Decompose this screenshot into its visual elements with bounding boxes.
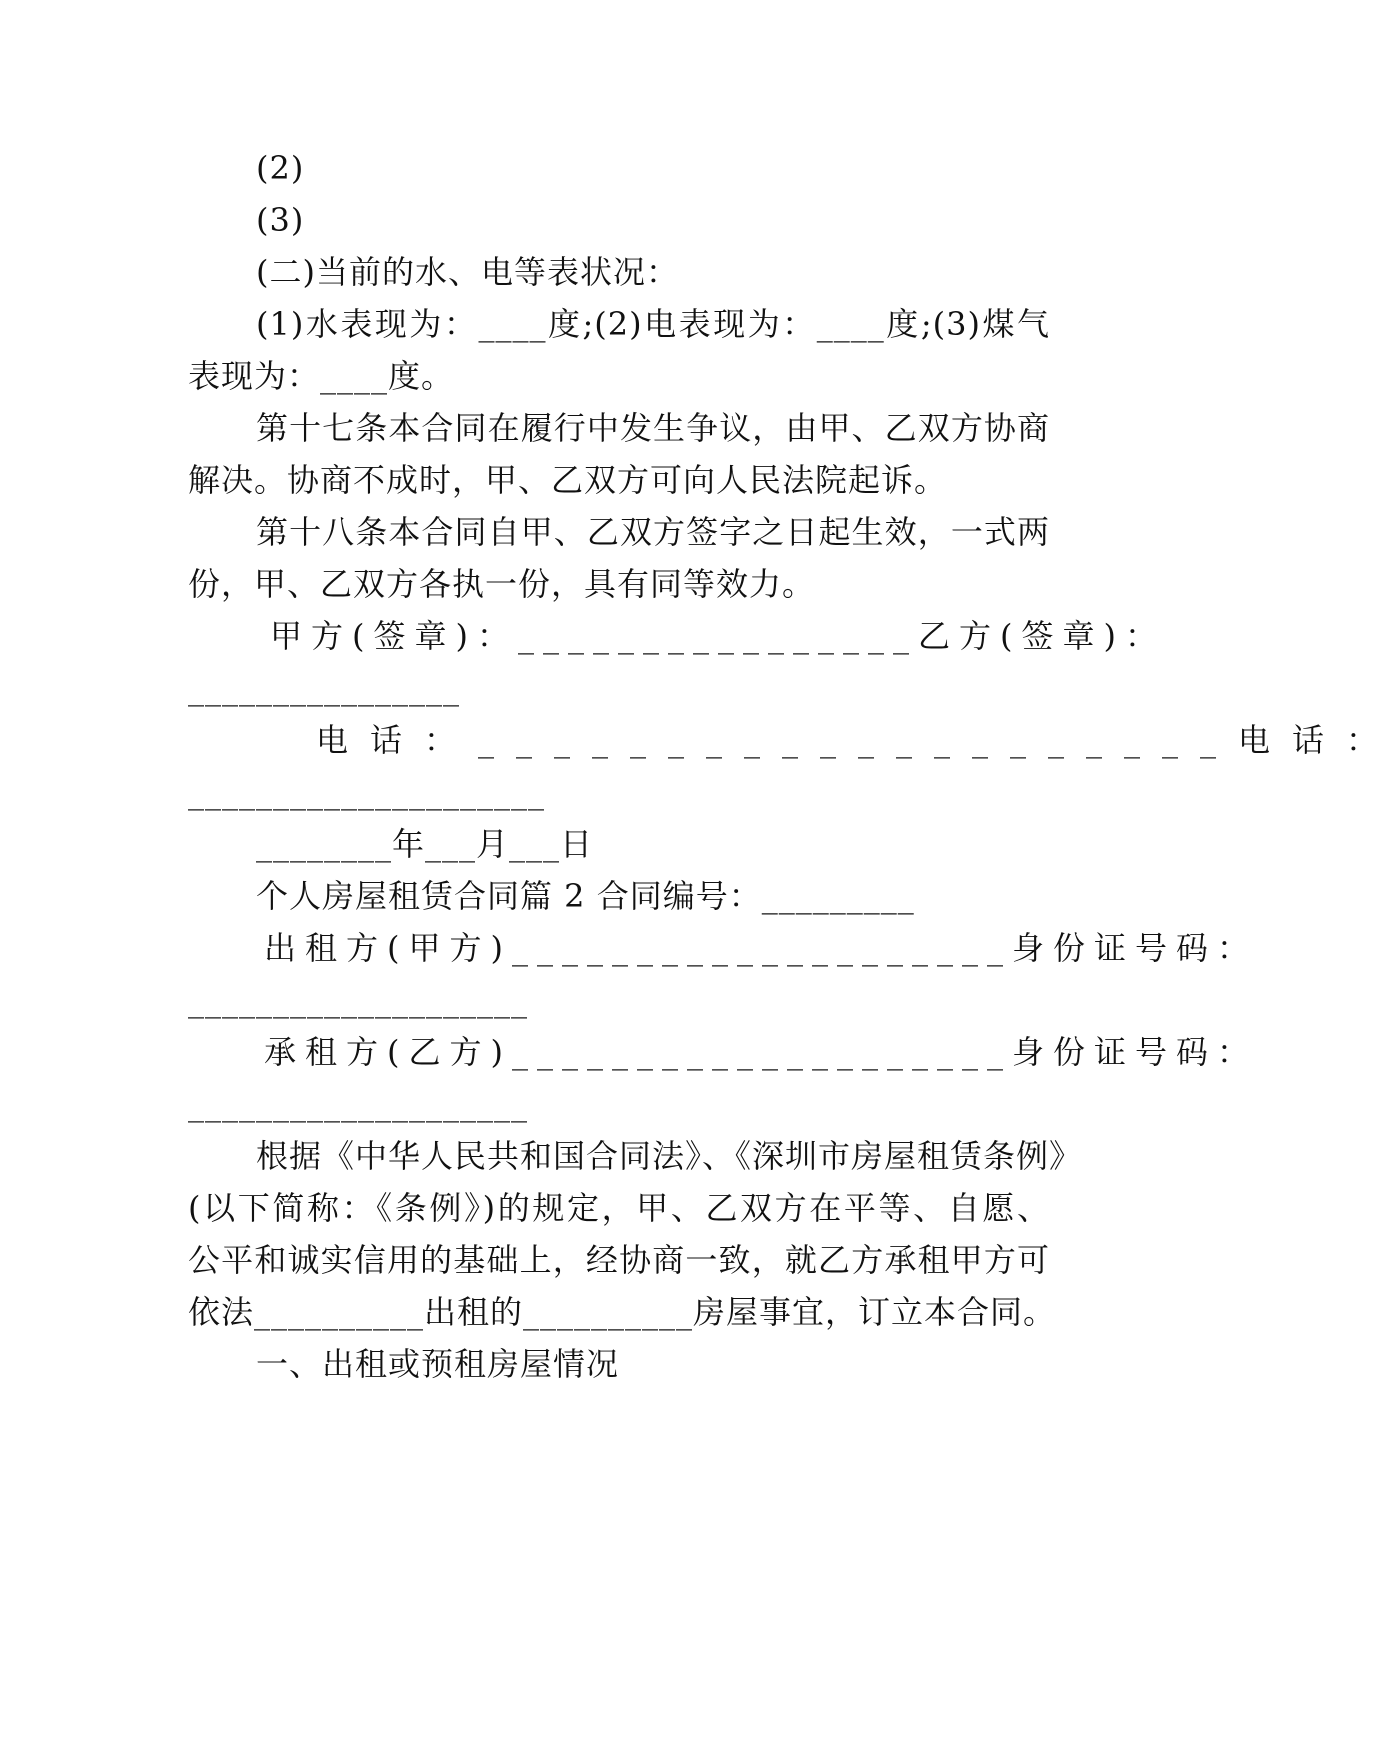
date-line: ________年___月___日 [256, 825, 594, 863]
article-17: 第十七条本合同在履行中发生争议，由甲、乙双方协商 [256, 409, 1050, 447]
article-18: 第十八条本合同自甲、乙双方签字之日起生效，一式两 [256, 513, 1050, 551]
contract-2-title: 个人房屋租赁合同篇 2 合同编号：_________ [256, 877, 915, 915]
phone-line: 电话：____________________电话： [316, 721, 1400, 759]
meter-status-heading: (二)当前的水、电等表状况： [256, 253, 679, 291]
lessor-line: 出租方(甲方)____________________身份证号码： [264, 929, 1258, 967]
lessee-line: 承租方(乙方)____________________身份证号码： [264, 1033, 1258, 1071]
article-18-cont: 份，甲、乙双方各执一份，具有同等效力。 [188, 565, 816, 603]
preamble-line-1: 根据《中华人民共和国合同法》、《深圳市房屋租赁条例》 [256, 1137, 1083, 1175]
lessor-line-cont: ____________________ [188, 981, 528, 1019]
section-1-heading: 一、出租或预租房屋情况 [256, 1345, 620, 1383]
item-2: (2) [256, 149, 305, 187]
signature-line: 甲方(签章)：________________乙方(签章)： [270, 617, 1166, 655]
article-17-cont: 解决。协商不成时，甲、乙双方可向人民法院起诉。 [188, 461, 948, 499]
preamble-line-2: (以下简称：《条例》)的规定，甲、乙双方在平等、自愿、 [188, 1189, 1050, 1227]
signature-line-cont: ________________ [188, 669, 460, 707]
meter-readings-line-cont: 表现为：____度。 [188, 357, 455, 395]
lessee-line-cont: ____________________ [188, 1085, 528, 1123]
phone-line-cont: _____________________ [188, 773, 545, 811]
preamble-line-4: 依法__________出租的__________房屋事宜，订立本合同。 [188, 1293, 1057, 1331]
meter-readings-line: (1)水表现为：____度;(2)电表现为：____度;(3)煤气 [256, 305, 1050, 343]
preamble-line-3: 公平和诚实信用的基础上，经协商一致，就乙方承租甲方可 [188, 1241, 1050, 1279]
item-3: (3) [256, 201, 305, 239]
